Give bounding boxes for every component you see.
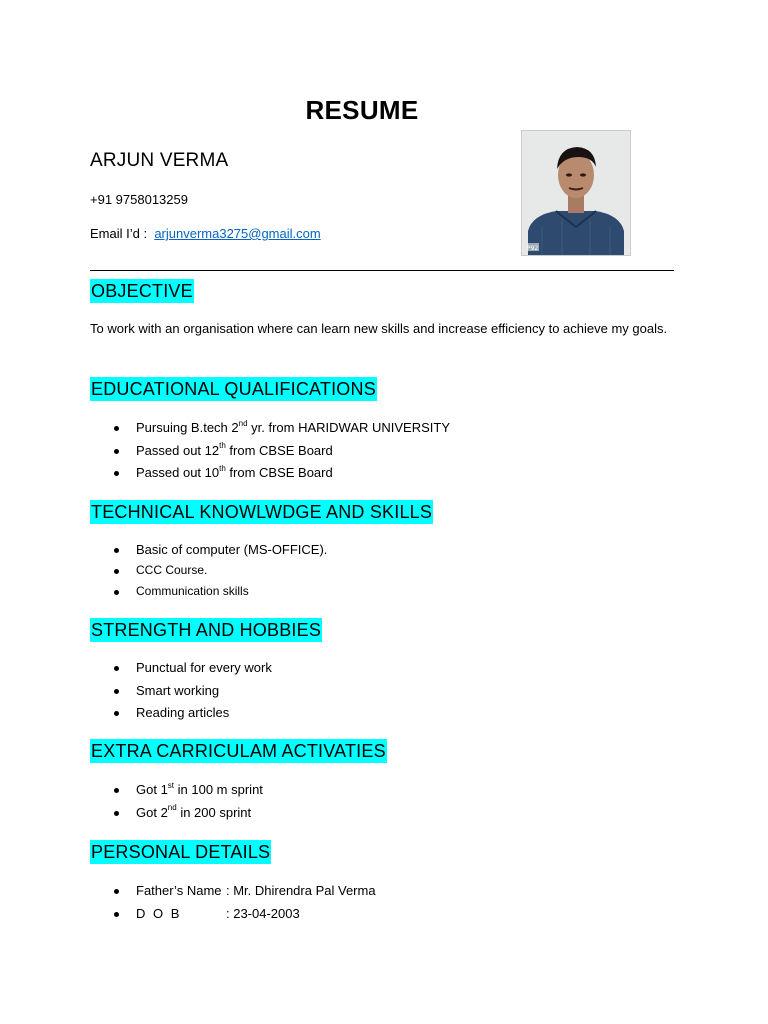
- list-item: Pursuing B.tech 2nd yr. from HARIDWAR UNIVERSITY: [110, 417, 450, 440]
- profile-photo: [521, 130, 631, 256]
- email-label: Email I’d :: [90, 226, 148, 241]
- separator-line: [90, 270, 674, 271]
- list-item: Got 2nd in 200 sprint: [110, 802, 263, 825]
- email-link[interactable]: arjunverma3275@gmail.com: [154, 226, 321, 241]
- list-item: Basic of computer (MS-OFFICE).: [110, 539, 327, 560]
- heading-personal-details: PERSONAL DETAILS: [91, 842, 271, 862]
- list-item: Reading articles: [110, 702, 272, 725]
- list-item: Communication skills: [110, 581, 327, 602]
- heading-education: EDUCATIONAL QUALIFICATIONS: [91, 379, 376, 399]
- list-item: Passed out 12th from CBSE Board: [110, 440, 450, 463]
- personal-list: [110, 880, 376, 925]
- person-photo-icon: [522, 131, 630, 255]
- education-list: [110, 417, 450, 485]
- photo-badge: P92: [527, 245, 539, 252]
- page-title: RESUME: [305, 95, 419, 125]
- list-item: D O B : 23-04-2003: [110, 903, 376, 926]
- extra-list: [110, 779, 263, 824]
- list-item: Smart working: [110, 680, 272, 703]
- list-item: Punctual for every work: [110, 657, 272, 680]
- list-item: Passed out 10th from CBSE Board: [110, 462, 450, 485]
- list-item: Father’s Name : Mr. Dhirendra Pal Verma: [110, 880, 376, 903]
- phone-number: +91 9758013259: [90, 192, 188, 207]
- list-item: CCC Course.: [110, 560, 327, 581]
- objective-text: To work with an organisation where can learn new skills and increase efficiency to achieve my goals.: [90, 321, 668, 336]
- heading-extra-curricular: EXTRA CARRICULAM ACTIVATIES: [91, 741, 386, 761]
- heading-skills: TECHNICAL KNOWLWDGE AND SKILLS: [91, 502, 433, 522]
- skills-list: [110, 539, 327, 602]
- email-row: [90, 226, 321, 241]
- heading-hobbies: STRENGTH AND HOBBIES: [91, 620, 322, 640]
- heading-objective: OBJECTIVE: [91, 281, 193, 301]
- list-item: Got 1st in 100 m sprint: [110, 779, 263, 802]
- candidate-name: ARJUN VERMA: [90, 150, 229, 171]
- hobbies-list: [110, 657, 272, 725]
